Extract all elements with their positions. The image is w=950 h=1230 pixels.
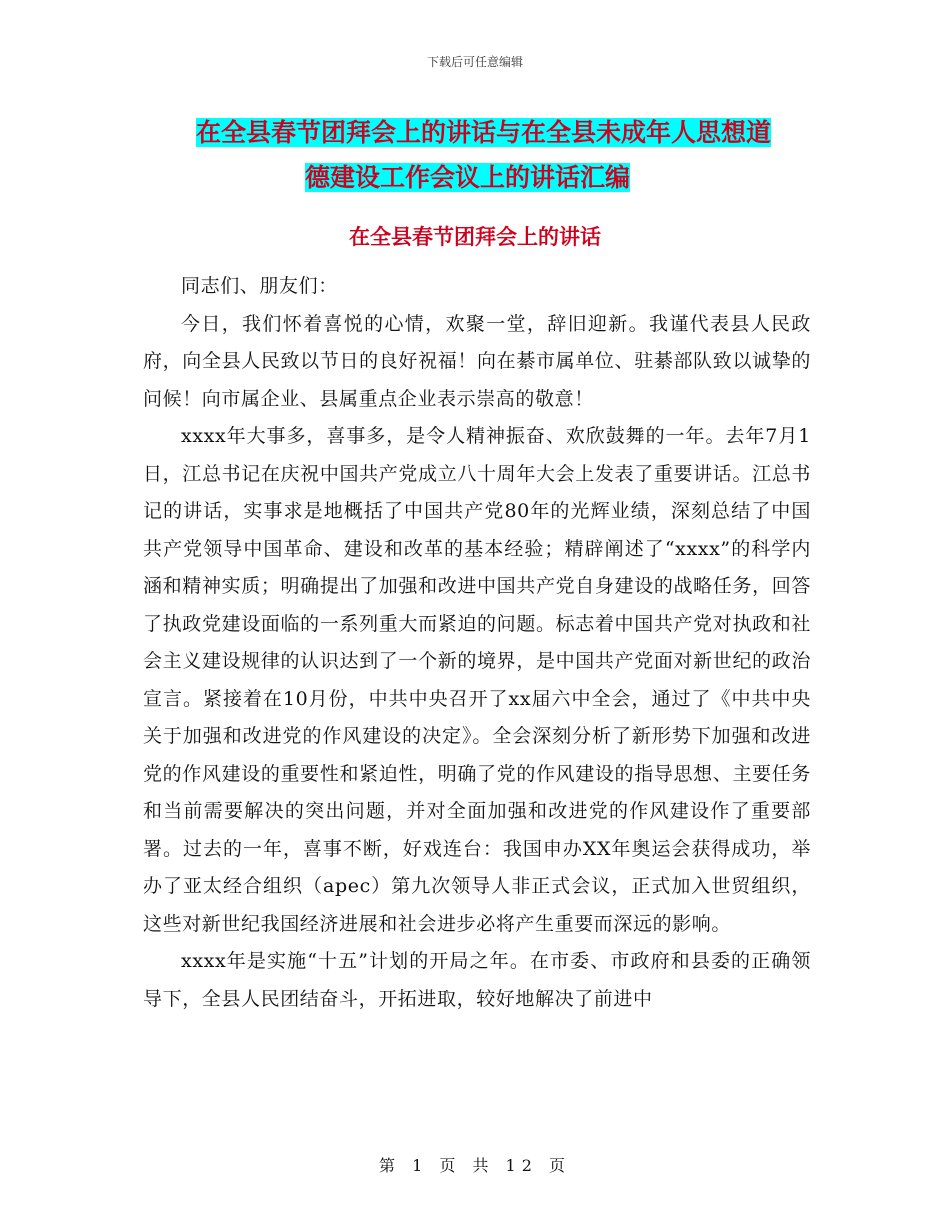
body-text: [143, 268, 811, 1018]
paragraph-3: xxxx年是实施“十五”计划的开局之年。在市委、市政府和县委的正确领导下，全县人民团结奋斗，开拓进取，较好地解决了前进中: [143, 950, 811, 1010]
page-number-footer: 第 1 页 共 12 页: [379, 1156, 571, 1175]
paragraph-1: 今日，我们怀着喜悦的心情，欢聚一堂，辞旧迎新。我谨代表县人民政府，向全县人民致以节日的良好祝福！向在綦市属单位、驻綦部队致以诚挚的问候！向市属企业、县属重点企业表示崇高的敬意！: [143, 312, 811, 410]
paragraph-2: xxxx年大事多，喜事多，是令人精神振奋、欢欣鼓舞的一年。去年7月1日，江总书记在庆祝中国共产党成立八十周年大会上发表了重要讲话。江总书记的讲话，实事求是地概括了中国共产党80年的光辉业绩，深刻总结了中国共产党领导中国革命、建设和改革的基本经验；精辟阐述了“xxxx”的科学内涵和精神实质；明确提出了加强和改进中国共产党自身建设的战略任务，回答了执政党建设面临的一系列重大而紧迫的问题。标志着中国共产党对执政和社会主义建设规律的认识达到了一个新的境界，是中国共产党面对新世纪的政治宣言。紧接着在10月份，中共中央召开了xx届六中全会，通过了《中共中央关于加强和改进党的作风建设的决定》。全会深刻分析了新形势下加强和改进党的作风建设的重要性和紧迫性，明确了党的作风建设的指导思想、主要任务和当前需要解决的突出问题，并对全面加强和改进党的作风建设作了重要部署。过去的一年，喜事不断，好戏连台：我国申办XX年奥运会获得成功，举办了亚太经合组织（apec）第九次领导人非正式会议，正式加入世贸组织，这些对新世纪我国经济进展和社会进步必将产生重要而深远的影响。: [143, 425, 811, 935]
section-title: 在全县春节团拜会上的讲话: [349, 225, 601, 249]
title-highlight-2: 德建设工作会议上的讲话汇编: [305, 163, 631, 192]
title-highlight-1: 在全县春节团拜会上的讲话与在全县未成年人思想道: [196, 118, 772, 147]
document-title-line-2: [190, 155, 830, 200]
paragraph-salutation: 同志们、朋友们：: [181, 275, 338, 297]
page-header-note: 下载后可任意编辑: [426, 55, 523, 69]
document-title-line-1: [190, 110, 830, 155]
document-title: [190, 110, 830, 200]
